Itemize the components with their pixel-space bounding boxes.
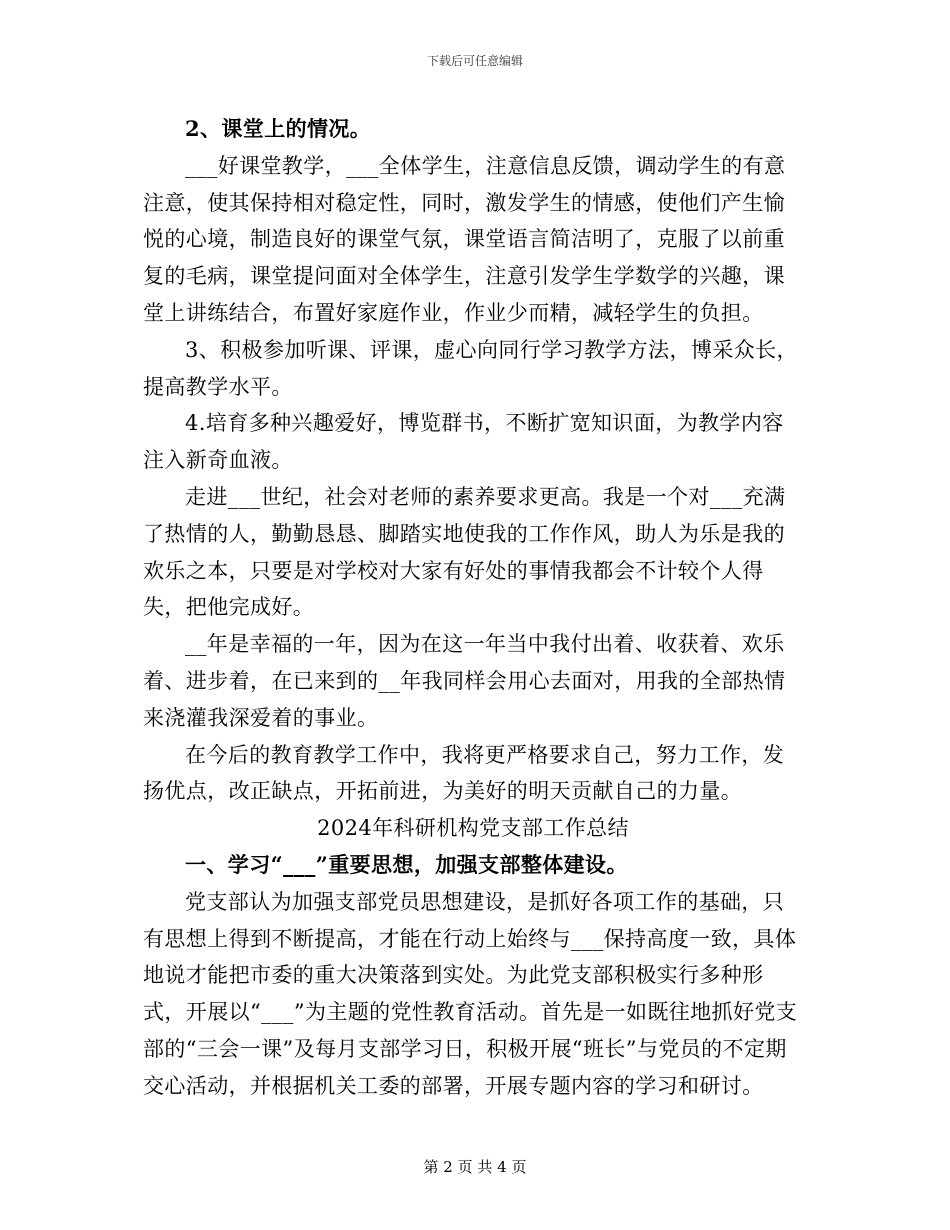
paragraph-future-work: 在今后的教育教学工作中，我将更严格要求自己，努力工作，发扬优点，改正缺点，开拓前进，为美好的明天贡献自己的力量。 — [143, 742, 785, 804]
page-header: 下载后可任意编辑 — [426, 54, 523, 68]
paragraph-classroom-teaching: ___好课堂教学，___全体学生，注意信息反馈，调动学生的有意注意，使其保持相对稳定性，同时，激发学生的情感，使他们产生愉悦的心境，制造良好的课堂气氛，课堂语言简洁明了，克服了以前重复的毛病，课堂提问面对全体学生，注意引发学生学数学的兴趣，课堂上讲练结合，布置好家庭作业，作业少而精，减轻学生的负担。 — [143, 153, 786, 325]
section-heading-classroom: 2、课堂上的情况。 — [185, 116, 372, 141]
page-footer: 第 2 页 共 4 页 — [423, 1158, 527, 1176]
paragraph-new-century: 走进___世纪，社会对老师的素养要求更高。我是一个对___充满了热情的人，勤勤恳恳、脚踏实地使我的工作作风，助人为乐是我的欢乐之本，只要是对学校对大家有好处的事情我都会不计较个人得失，把他完成好。 — [143, 484, 786, 620]
paragraph-party-branch: 党支部认为加强支部党员思想建设，是抓好各项工作的基础，只有思想上得到不断提高，才能在行动上始终与___保持高度一致，具体地说才能把市委的重大决策落到实处。为此党支部积极实行多种形式，开展以“___”为主题的党性教育活动。首先是一如既往地抓好党支部的“三会一课”及每月支部学习日，积极开展“班长”与党员的不定期交心活动，并根据机关工委的部署，开展专题内容的学习和研讨。 — [143, 889, 798, 1098]
document-body — [143, 111, 803, 1105]
paragraph-lesson-observation: 3、积极参加听课、评课，虚心向同行学习教学方法，博采众长，提高教学水平。 — [143, 337, 798, 399]
paragraph-happy-year: __年是幸福的一年，因为在这一年当中我付出着、收获着、欢乐着、进步着，在已来到的__年我同样会用心去面对，用我的全部热情来浇灌我深爱着的事业。 — [143, 632, 786, 730]
section-heading-study: 一、学习“___”重要思想，加强支部整体建设。 — [185, 851, 628, 877]
paragraph-interests: 4.培育多种兴趣爱好，博览群书，不断扩宽知识面，为教学内容注入新奇血液。 — [143, 411, 784, 473]
document-title: 2024年科研机构党支部工作总结 — [317, 816, 629, 841]
